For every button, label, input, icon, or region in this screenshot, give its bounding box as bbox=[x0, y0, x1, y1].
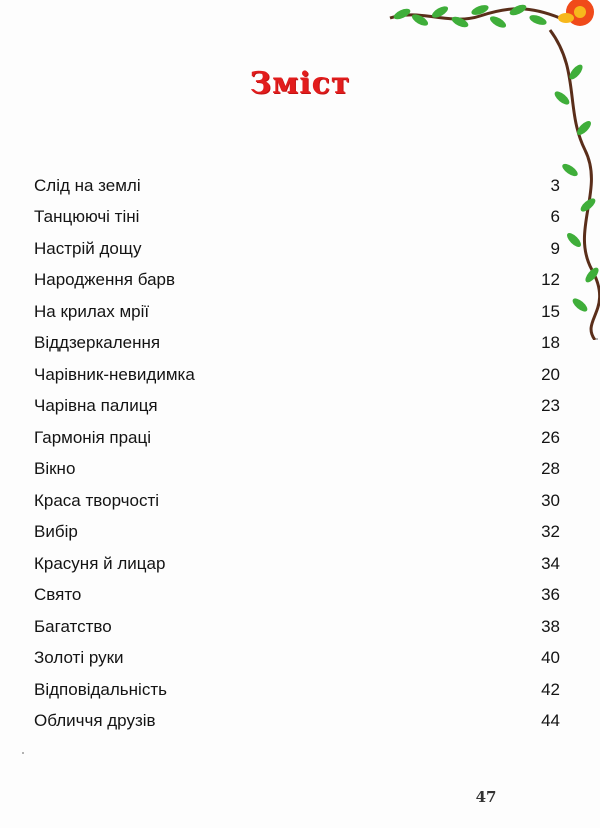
toc-entry-title: Золоті руки bbox=[34, 648, 124, 668]
toc-entry-title: Чарівна палиця bbox=[34, 396, 158, 416]
toc-entry-page: 44 bbox=[541, 711, 560, 731]
toc-row[interactable] bbox=[34, 391, 560, 423]
toc-row[interactable] bbox=[34, 517, 560, 549]
toc-row[interactable] bbox=[34, 359, 560, 391]
toc-entry-title: Вибір bbox=[34, 522, 78, 542]
toc-row[interactable] bbox=[34, 328, 560, 360]
toc-row[interactable] bbox=[34, 202, 560, 234]
toc-row[interactable] bbox=[34, 643, 560, 675]
toc-row[interactable] bbox=[34, 233, 560, 265]
toc-entry-title: На крилах мрії bbox=[34, 301, 150, 321]
toc-entry-page: 40 bbox=[541, 648, 560, 668]
print-speck bbox=[596, 338, 598, 340]
toc-entry-page: 12 bbox=[541, 270, 560, 290]
toc-entry-title: Красуня й лицар bbox=[34, 553, 166, 573]
toc-row[interactable] bbox=[34, 548, 560, 580]
toc-row[interactable] bbox=[34, 611, 560, 643]
toc-entry-page: 9 bbox=[550, 238, 560, 258]
toc-entry-page: 26 bbox=[541, 427, 560, 447]
toc-entry-title: Краса творчості bbox=[34, 490, 160, 510]
toc-entry-title: Слід на землі bbox=[34, 175, 141, 195]
toc-entry-title: Настрій дощу bbox=[34, 238, 142, 258]
toc-entry-page: 36 bbox=[541, 585, 560, 605]
toc-row[interactable] bbox=[34, 580, 560, 612]
toc-entry-title: Свято bbox=[34, 585, 82, 605]
toc-entry-page: 32 bbox=[541, 522, 560, 542]
toc-row[interactable] bbox=[34, 422, 560, 454]
toc-entry-title: Гармонія праці bbox=[34, 427, 152, 447]
toc-entry-page: 34 bbox=[541, 553, 560, 573]
page-number: 47 bbox=[475, 788, 497, 806]
toc-entry-title: Обличчя друзів bbox=[34, 711, 156, 731]
toc-entry-title: Віддзеркалення bbox=[34, 333, 161, 353]
toc-row[interactable] bbox=[34, 485, 560, 517]
toc-row[interactable] bbox=[34, 170, 560, 202]
toc-row[interactable] bbox=[34, 706, 560, 738]
toc-row[interactable] bbox=[34, 265, 560, 297]
toc-entry-page: 42 bbox=[541, 679, 560, 699]
toc-entry-page: 28 bbox=[541, 459, 560, 479]
toc-entry-page: 20 bbox=[541, 364, 560, 384]
toc-entry-title: Танцюючі тіні bbox=[34, 207, 140, 227]
table-of-contents bbox=[34, 170, 560, 737]
print-speck bbox=[22, 752, 24, 754]
toc-entry-page: 6 bbox=[550, 207, 560, 227]
toc-entry-title: Відповідальність bbox=[34, 679, 167, 699]
toc-entry-page: 18 bbox=[541, 333, 560, 353]
toc-entry-title: Народження барв bbox=[34, 270, 176, 290]
toc-entry-page: 15 bbox=[541, 301, 560, 321]
toc-row[interactable] bbox=[34, 674, 560, 706]
toc-row[interactable] bbox=[34, 454, 560, 486]
toc-entry-page: 30 bbox=[541, 490, 560, 510]
toc-entry-page: 38 bbox=[541, 616, 560, 636]
toc-row[interactable] bbox=[34, 296, 560, 328]
page-title: Зміст bbox=[249, 66, 351, 101]
toc-entry-page: 23 bbox=[541, 396, 560, 416]
toc-entry-title: Вікно bbox=[34, 459, 76, 479]
toc-entry-title: Багатство bbox=[34, 616, 112, 636]
toc-entry-page: 3 bbox=[550, 175, 560, 195]
toc-entry-title: Чарівник-невидимка bbox=[34, 364, 195, 384]
